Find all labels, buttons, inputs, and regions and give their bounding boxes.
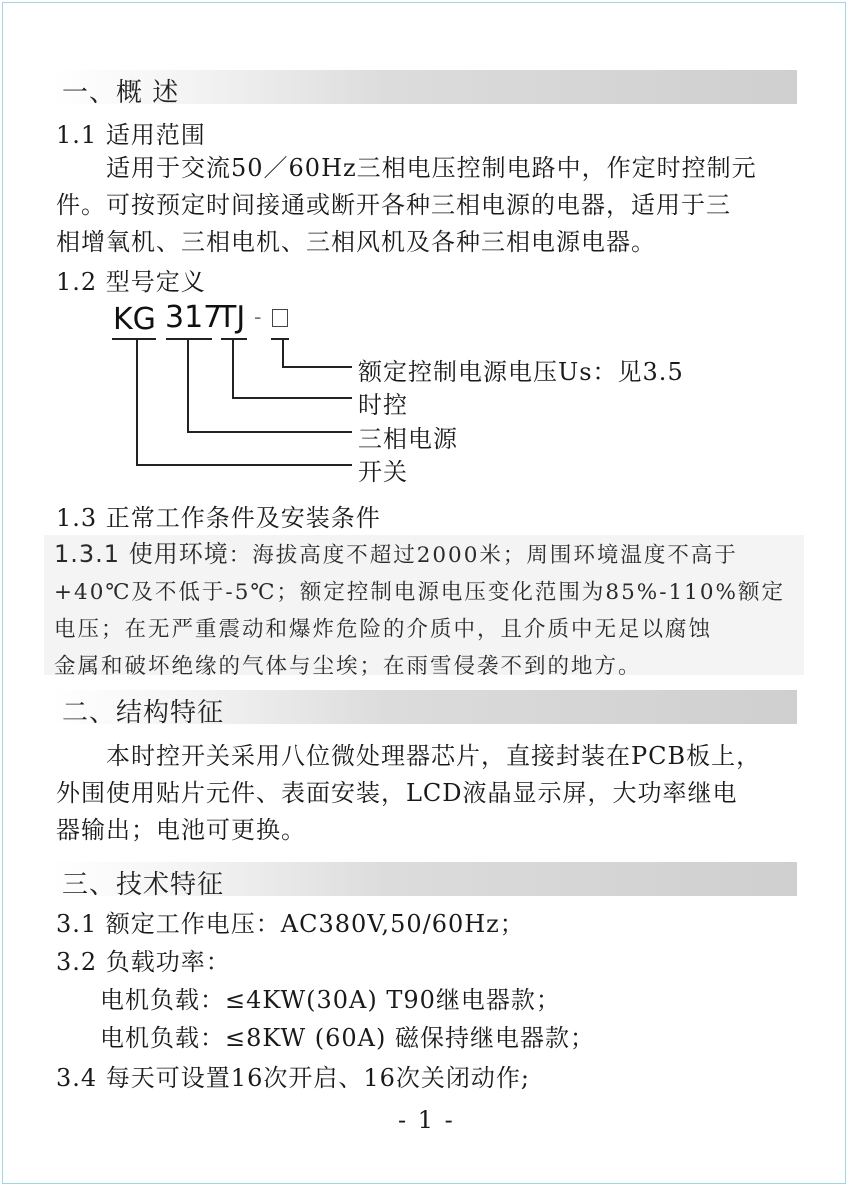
heading-1-1: 1.1 适用范围: [56, 121, 206, 149]
load-line-2: 电机负载：≤8KW (60A) 磁保持继电器款；: [100, 1024, 595, 1052]
connector-v-4: [136, 340, 138, 465]
item-3-2: 3.2 负载功率：: [56, 948, 231, 976]
env-line-1-text: ：海拔高度不超过2000米；周围环境温度不高于: [228, 543, 738, 568]
connector-h-3: [187, 431, 352, 433]
scope-line-2: 件。可按预定时间接通或断开各种三相电源的电器，适用于三: [56, 191, 731, 219]
section-title-overview: 一、概 述: [62, 78, 180, 108]
structure-line-3: 器输出；电池可更换。: [56, 816, 306, 844]
scope-line-1-text: 适用于交流50／60Hz三相电压控制电路中，作定时控制元: [106, 154, 757, 182]
env-label: 1.3.1 使用环境: [54, 540, 229, 568]
connector-v-1: [282, 340, 284, 367]
connector-v-3: [187, 340, 189, 432]
env-line-2: +40℃及不低于-5℃；额定控制电源电压变化范围为85%-110%额定: [54, 580, 785, 605]
paragraph-scope: [56, 150, 816, 261]
label-three-phase: 三相电源: [358, 425, 458, 453]
structure-line-1: [56, 738, 826, 775]
structure-line-2: 外围使用贴片元件、表面安装，LCD液晶显示屏，大功率继电: [56, 779, 738, 807]
section-title-technical: 三、技术特征: [62, 870, 225, 900]
model-code-317: 317: [165, 300, 223, 335]
scope-line-3: 相增氧机、三相电机、三相风机及各种三相电源电器。: [56, 228, 656, 256]
underline-317: [166, 338, 212, 340]
connector-v-2: [232, 340, 234, 398]
model-code-dash: -: [254, 305, 262, 330]
heading-1-3: 1.3 正常工作条件及安装条件: [56, 504, 381, 532]
paragraph-environment: [54, 536, 824, 685]
connector-h-4: [136, 464, 352, 466]
model-code-kg: KG: [113, 302, 156, 337]
label-rated-voltage: 额定控制电源电压Us：见3.5: [358, 358, 684, 386]
model-code-placeholder-box: [272, 309, 288, 327]
underline-tj: [221, 338, 247, 340]
section-title-structure: 二、结构特征: [62, 698, 225, 728]
page-number: - 1 -: [398, 1106, 455, 1134]
underline-box: [271, 338, 289, 340]
scope-line-1: [56, 150, 816, 187]
env-line-3: 电压；在无严重震动和爆炸危险的介质中，且介质中无足以腐蚀: [54, 617, 713, 642]
connector-h-2: [232, 397, 352, 399]
label-switch: 开关: [358, 458, 408, 486]
model-code-tj: TJ: [218, 300, 246, 335]
item-3-1: 3.1 额定工作电压：AC380V,50/60Hz；: [56, 910, 525, 938]
structure-line-1-text: 本时控开关采用八位微处理器芯片，直接封装在PCB板上，: [106, 742, 762, 770]
item-3-4: 3.4 每天可设置16次开启、16次关闭动作;: [56, 1064, 530, 1092]
env-line-4: 金属和破坏绝缘的气体与尘埃；在雨雪侵袭不到的地方。: [54, 654, 642, 679]
env-line-1: [54, 536, 824, 574]
load-line-1: 电机负载：≤4KW(30A) T90继电器款；: [100, 986, 561, 1014]
underline-kg: [112, 338, 156, 340]
connector-h-1: [282, 366, 352, 368]
paragraph-structure: [56, 738, 826, 849]
heading-1-2: 1.2 型号定义: [56, 268, 206, 296]
label-time-control: 时控: [358, 391, 408, 419]
